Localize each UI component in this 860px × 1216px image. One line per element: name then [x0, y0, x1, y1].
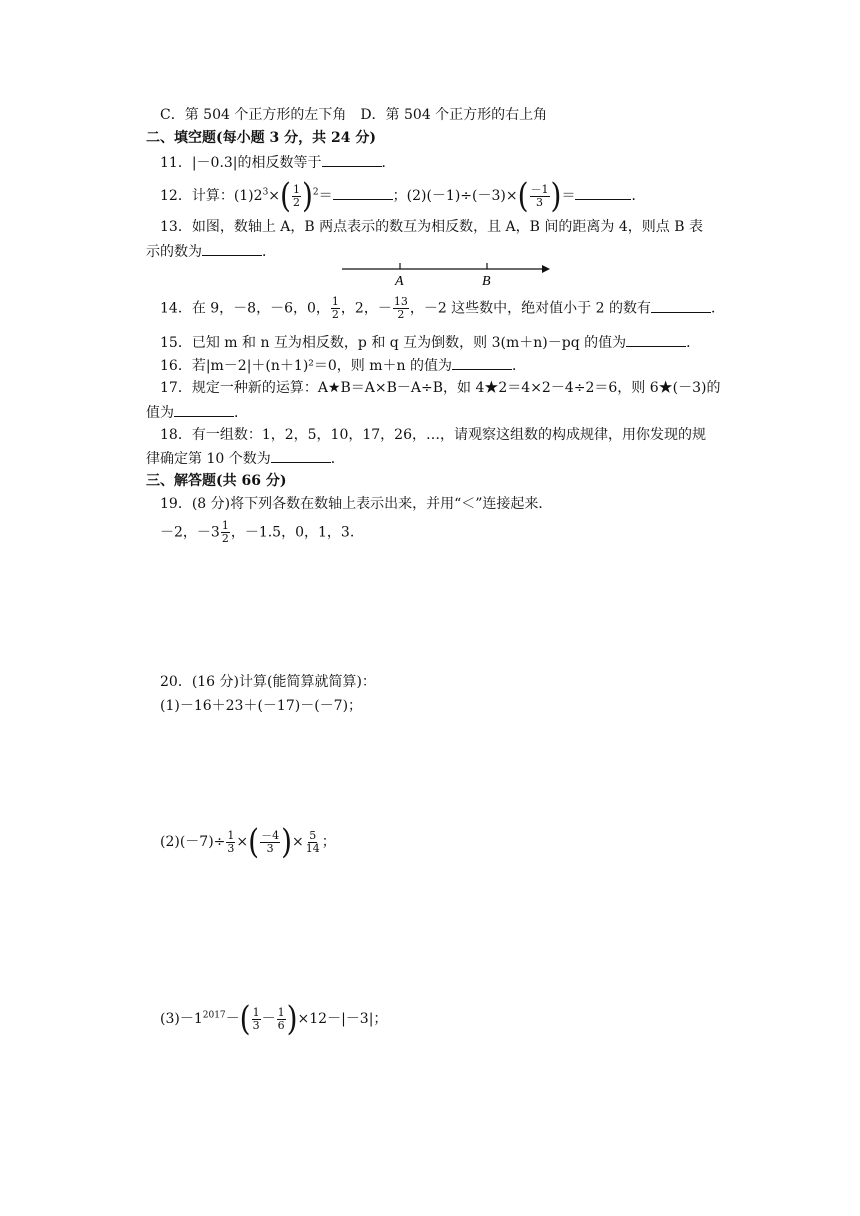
q19-text: 19．(8 分)将下列各数在数轴上表示出来，并用“＜”连接起来．	[160, 496, 553, 512]
q14-end: ．	[711, 300, 725, 317]
q12-answer-blank-1	[333, 185, 393, 200]
q13-label-b: B	[482, 274, 491, 289]
q12-label: 12．计算：(1)2	[160, 188, 263, 204]
q20-p2-times2: ×	[292, 834, 304, 850]
q20-part2: (2)(－7)÷ $\frac{1}{3}$ ×( $\frac{-4}{3}$ )× $\frac{5}{14}$ ；	[160, 821, 336, 862]
q16	[160, 355, 526, 376]
q12-times: ×	[268, 188, 281, 204]
q13-line1: 13．如图，数轴上 A，B 两点表示的数互为相反数，且 A，B 间的距离为 4，则点 B 表	[160, 219, 703, 235]
q15-answer-blank	[626, 332, 686, 347]
q18-end: ．	[330, 451, 345, 467]
q12-exp3: 3	[262, 187, 269, 198]
q17-answer-blank	[174, 402, 234, 417]
q12-end: ．	[631, 188, 646, 204]
q12: 12．计算：$(1)2^3\times$( $\frac{1}{2}$ )$^2$＝ ；(2)(－1)÷(－3)×( $\frac{-1}{3}$ )＝ ．	[160, 175, 646, 216]
q10-options: C．第 504 个正方形的左下角 D．第 504 个正方形的右上角	[160, 107, 548, 123]
q20-p3-frac1: $\frac{1}{3}$	[252, 1005, 260, 1032]
q13-label-a: A	[395, 274, 404, 289]
q20-p2-end: ；	[321, 834, 336, 850]
q20-p3-post: ×12－|－3|；	[297, 1011, 388, 1027]
q14-answer-blank	[651, 298, 711, 313]
q17-line1: 17．规定一种新的运算：A★B＝A×B－A÷B，如 4★2＝4×2－4÷2＝6，则 6★(－3)的	[160, 380, 721, 396]
q13-end: ．	[262, 244, 276, 260]
q11-end: ．	[381, 155, 396, 171]
q14-post: ，－2 这些数中，绝对值小于 2 的数有	[409, 300, 651, 317]
q16-text: 16．若|m－2|＋(n＋1)²＝0，则 m＋n 的值为	[160, 358, 452, 374]
q11-text: 11．|－0.3|的相反数等于	[160, 155, 322, 171]
q14-frac2: $\frac{13}{2}$	[393, 295, 408, 321]
q20-part3: $(3)-1^{2017}-$( $\frac{1}{3}$ － $\frac{1}{6}$ )×12－|－3|；	[160, 998, 388, 1039]
q16-answer-blank	[452, 355, 512, 370]
q12-eq: ＝	[318, 188, 333, 204]
q14-pre: 14．在 9，－8，－6，0，	[160, 300, 330, 317]
q20-p3-frac2: $\frac{1}{6}$	[277, 1005, 285, 1032]
q20-p2-times1: ×	[236, 834, 249, 850]
q17-end: ．	[234, 405, 248, 421]
q14	[160, 296, 725, 321]
q19-numbers	[160, 520, 354, 545]
q20-p3-inner-minus: －	[261, 1011, 276, 1027]
q18-line2	[146, 448, 345, 469]
section-2-title: 二、填空题(每小题 3 分，共 24 分)	[146, 130, 376, 146]
q15	[160, 332, 700, 353]
q13-number-line	[338, 258, 554, 290]
q15-text: 15．已知 m 和 n 互为相反数，p 和 q 互为倒数，则 3(m＋n)－pq 的值为	[160, 335, 627, 351]
q12-mid: ；(2)(－1)÷(－3)×	[392, 188, 518, 204]
q12-exp2: 2	[312, 187, 319, 198]
q15-end: ．	[686, 335, 701, 351]
q19-nums-pre: －2，－3	[160, 524, 220, 541]
q20-p3-pre: (3)－1	[160, 1011, 203, 1027]
q20-p3-minus: －	[225, 1011, 240, 1027]
section-3-title: 三、解答题(共 66 分)	[146, 473, 287, 489]
q18-answer-blank	[271, 448, 331, 463]
q13-line2-text: 示的数为	[146, 244, 202, 260]
q12-answer-blank-2	[575, 185, 631, 200]
q11	[160, 152, 396, 173]
q18-line2-text: 律确定第 10 个数为	[146, 451, 271, 467]
q12-eq2: ＝	[561, 188, 576, 204]
q20-p2-frac2: $\frac{-4}{3}$	[261, 828, 280, 855]
q20-p2-frac3: $\frac{5}{14}$	[305, 828, 320, 855]
q16-end: ．	[512, 358, 526, 374]
q12-lparen: (	[280, 175, 291, 216]
q11-answer-blank	[322, 152, 382, 167]
q20-p2-pre: (2)(－7)÷	[160, 834, 226, 850]
q18-line1: 18．有一组数：1，2，5，10，17，26，…，请观察这组数的构成规律，用你发现的规	[160, 427, 706, 443]
q13-answer-blank	[202, 241, 262, 256]
q12-rparen: )	[301, 175, 313, 216]
q20-p2-frac1: $\frac{1}{3}$	[227, 828, 235, 855]
q19-frac: $\frac{1}{2}$	[221, 519, 229, 545]
q20-text: 20．(16 分)计算(能简算就简算)：	[160, 674, 376, 690]
q20-p3-exp: 2017	[202, 1010, 226, 1021]
q17-line2-text: 值为	[146, 405, 174, 421]
q17-line2	[146, 402, 248, 423]
q12-frac2: $\frac{-1}{3}$	[530, 182, 549, 209]
q19-nums-post: ，－1.5，0，1，3.	[230, 524, 355, 541]
q12-frac1: $\frac{1}{2}$	[292, 182, 300, 209]
q13-axis-arrow	[542, 265, 550, 273]
q13-line2	[146, 241, 276, 262]
q14-frac1: $\frac{1}{2}$	[331, 295, 339, 321]
q20-part1: (1)－16＋23＋(－17)－(－7)；	[160, 698, 363, 714]
q14-mid: ，2，－	[340, 300, 392, 317]
